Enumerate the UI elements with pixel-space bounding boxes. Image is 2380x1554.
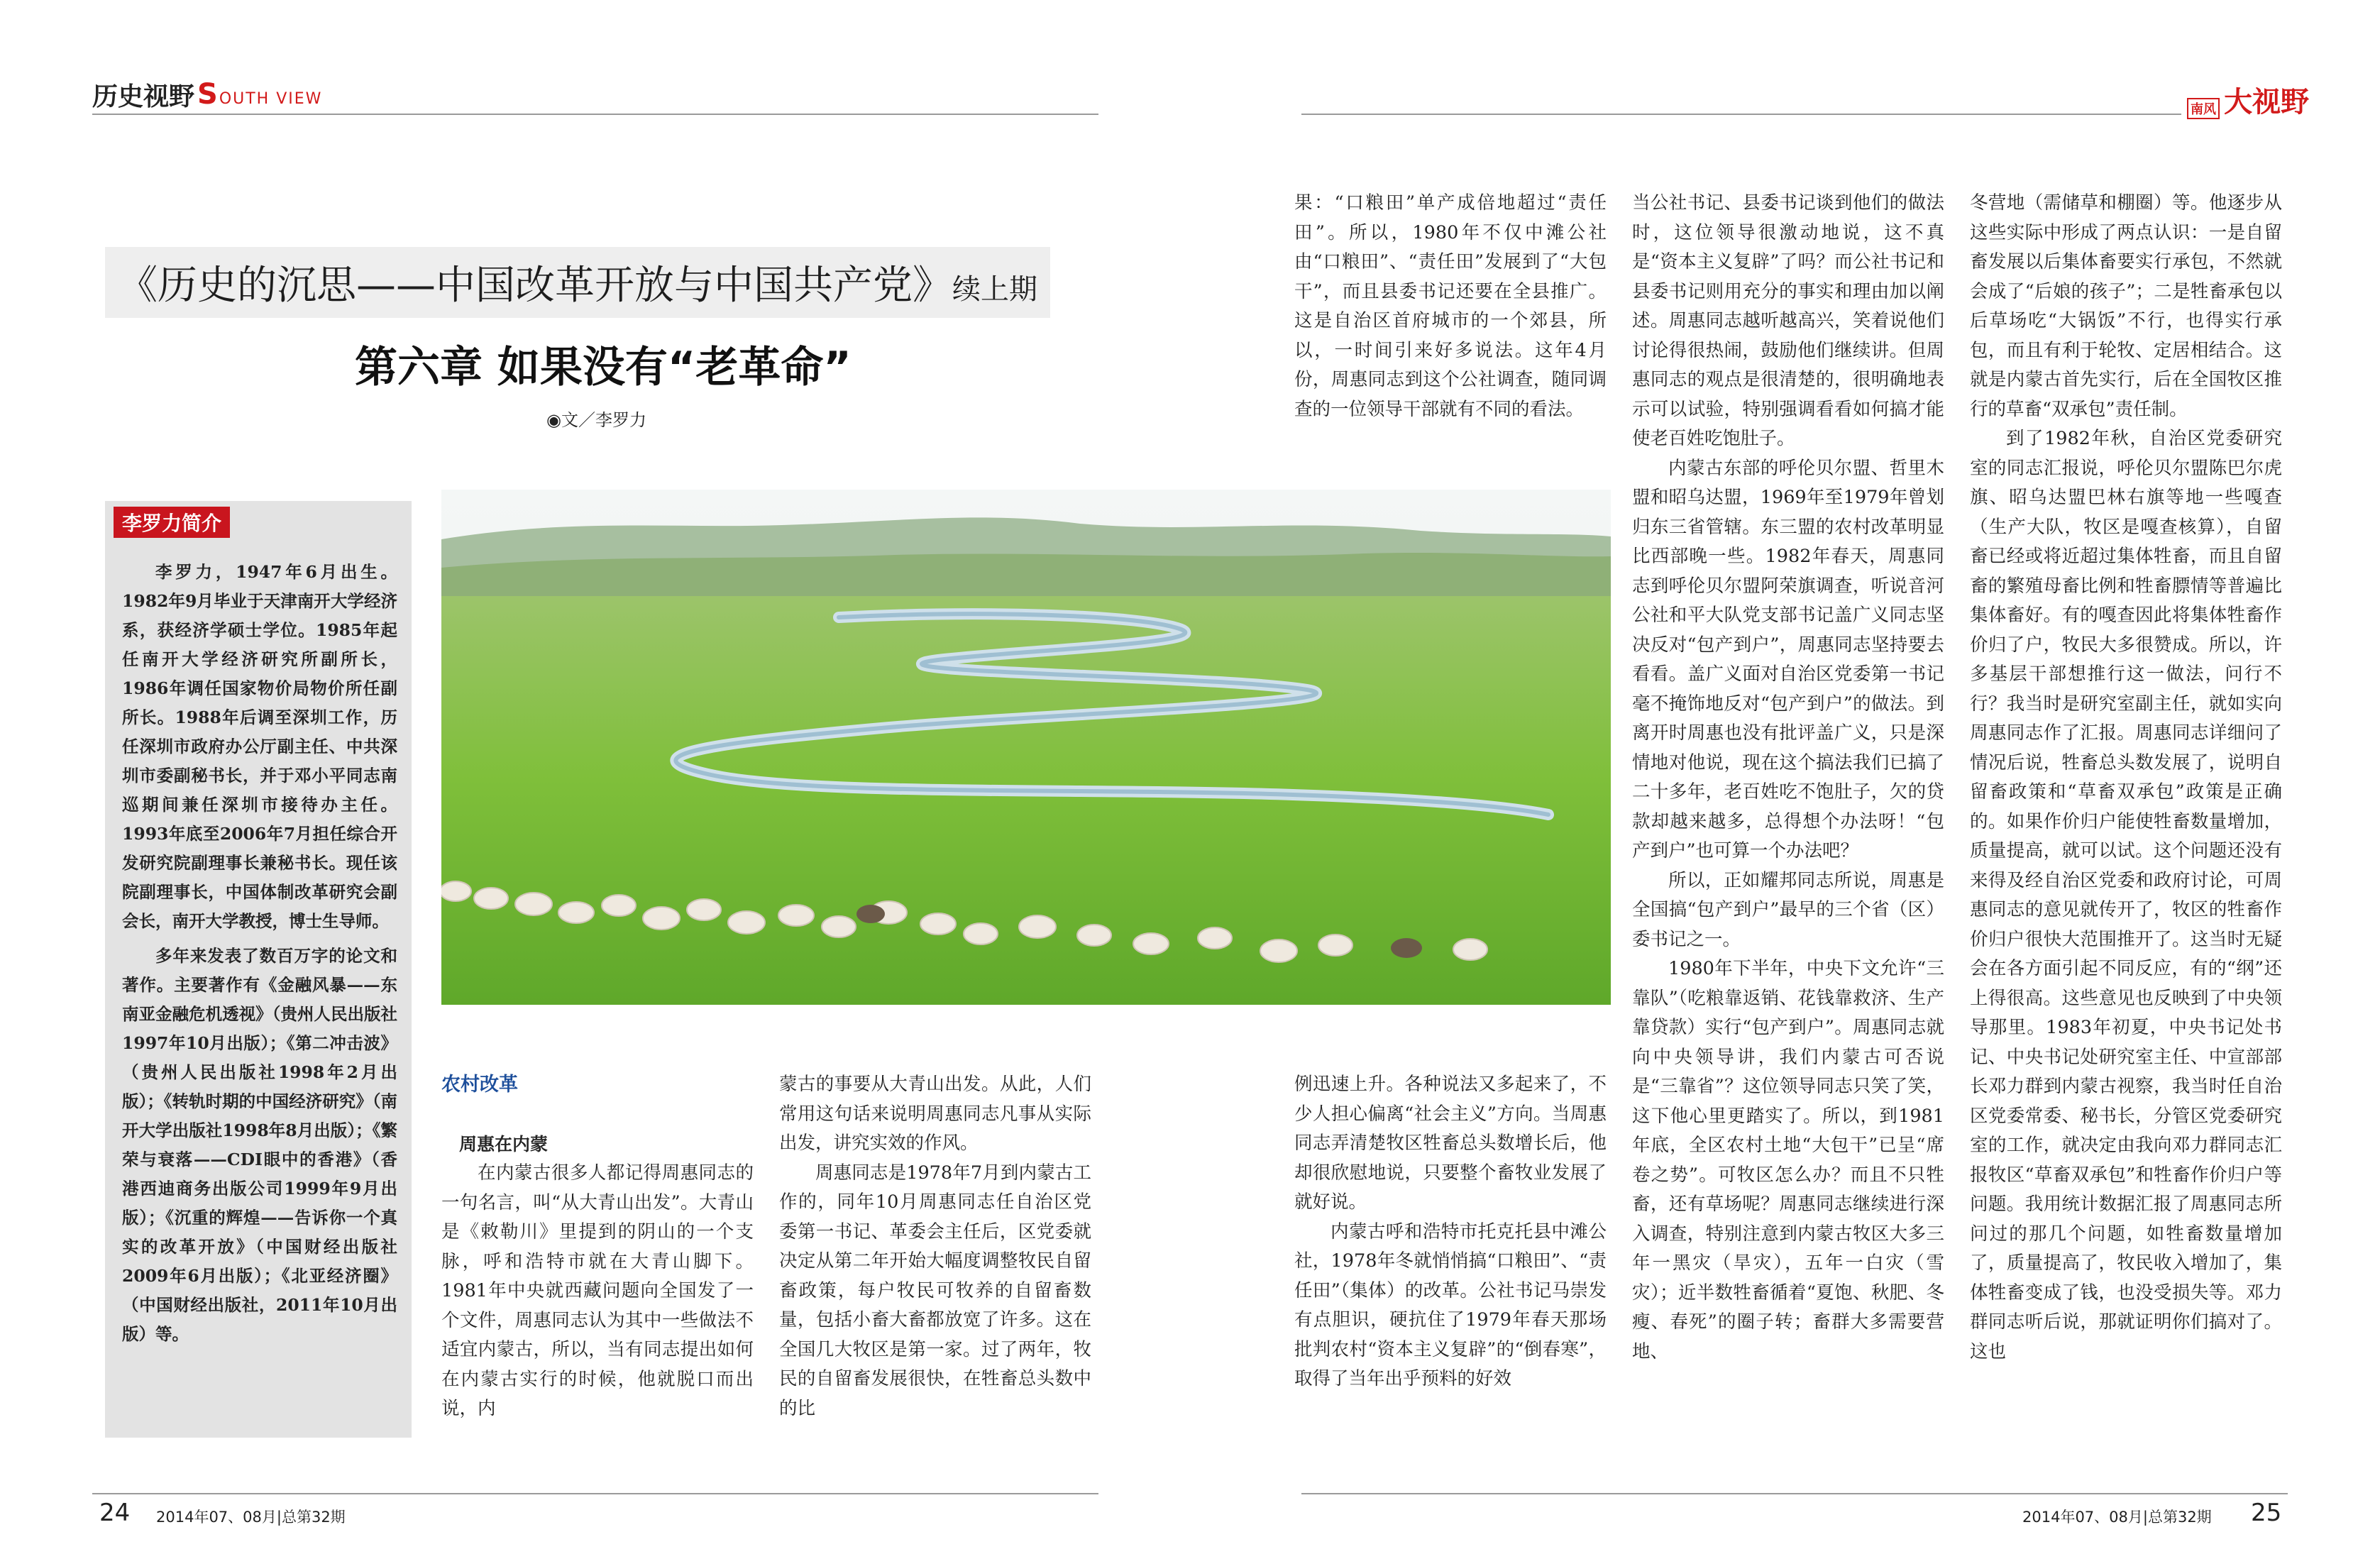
byline-icon: ◉ bbox=[546, 410, 561, 430]
grassland-photo bbox=[441, 490, 1611, 1005]
series-title-main: 《历史的沉思——中国改革开放与中国共产党》 bbox=[118, 263, 952, 309]
right-page-number: 25 bbox=[2251, 1499, 2282, 1527]
series-title bbox=[105, 247, 1050, 318]
left-page-number: 24 bbox=[99, 1499, 131, 1527]
body-paragraph: 蒙古的事要从大青山出发。从此，人们常用这句话来说明周惠同志凡事从实际出发，讲究实效的作风。 bbox=[779, 1074, 1091, 1154]
right-header-title: 大视野 bbox=[2224, 86, 2309, 119]
body-paragraph: 所以，正如耀邦同志所说，周惠是全国搞“包产到户”最早的三个省（区）委书记之一。 bbox=[1632, 869, 1944, 950]
author-bio-text bbox=[122, 558, 397, 1349]
body-paragraph: 内蒙古呼和浩特市托克托县中滩公社，1978年冬就悄悄搞“口粮田”、“责任田”（集体）的改革。公社书记马崇发有点胆识，硬抗住了1979年春天那场批判农村“资本主义复辟”的“倒春寒”，取得了当年出乎预料的好效 bbox=[1294, 1220, 1607, 1389]
body-column-4 bbox=[1632, 189, 1944, 1367]
left-header-rule bbox=[92, 114, 1098, 115]
body-paragraph: 内蒙古东部的呼伦贝尔盟、哲里木盟和昭乌达盟，1969年至1979年曾划归东三省管辖。东三盟的农村改革明显比西部晚一些。1982年春天，周惠同志到呼伦贝尔盟阿荣旗调查，听说音河公社和平大队党支部书记盖广义同志坚决反对“包产到户”，周惠同志坚持要去看看。盖广义面对自治区党委第一书记毫不掩饰地反对“包产到户”的做法。到离开时周惠也没有批评盖广义，只是深情地对他说，现在这个搞法我们已搞了二十多年，老百姓吃不饱肚子，欠的贷款却越来越多，总得想个办法呀！“包产到户”也可算一个办法吧？ bbox=[1632, 457, 1944, 861]
body-paragraph: 在内蒙古很多人都记得周惠同志的一句名言，叫“从大青山出发”。大青山是《敕勒川》里提到的阴山的一个支脉，呼和浩特市就在大青山脚下。1981年中央就西藏问题向全国发了一个文件，周惠同志认为其中一些做法不适宜内蒙古，所以，当有同志提出如何在内蒙古实行的时候，他就脱口而出说，内 bbox=[441, 1162, 754, 1419]
body-paragraph: 到了1982年秋，自治区党委研究室的同志汇报说，呼伦贝尔盟陈巴尔虎旗、昭乌达盟巴林右旗等地一些嘎查（生产大队，牧区是嘎查核算），自留畜已经或将近超过集体牲畜，而且自留畜的繁殖母畜比例和牲畜膘情等普遍比集体畜好。有的嘎查因此将集体牲畜作价归了户，牧民大多很赞成。所以，许多基层干部想推行这一做法，问行不行？我当时是研究室副主任，就如实向周惠同志作了汇报。周惠同志详细问了情况后说，牲畜总头数发展了，说明自留畜政策和“草畜双承包”政策是正确的。如果作价归户能使牲畜数量增加，质量提高，就可以试。这个问题还没有来得及经自治区党委和政府讨论，可周惠同志的意见就传开了，牧区的牲畜作价归户很快大范围推开了。这当时无疑会在各方面引起不同反应，有的“纲”还上得很高。这些意见也反映到了中央领导那里。1983年初夏，中央书记处书记、中央书记处研究室主任、中宣部部长邓力群到内蒙古视察，我当时任自治区党委常委、秘书长，分管区党委研究室的工作，就决定由我向邓力群同志汇报牧区“草畜双承包”和牲畜作价归户等问题。我用统计数据汇报了周惠同志所问过的那几个问题，如牲畜数量增加了，质量提高了，牧民收入增加了，集体牲畜变成了钱，也没受损失等。邓力群同志听后说，那就证明你们搞对了。这也 bbox=[1970, 428, 2282, 1362]
author-bio-heading: 李罗力简介 bbox=[114, 507, 230, 538]
bio-paragraph: 李罗力，1947年6月出生。1982年9月毕业于天津南开大学经济系，获经济学硕士学位。1985年起任南开大学经济研究所副所长，1986年调任国家物价局物价所任副所长。1988年后调至深圳工作，历任深圳市政府办公厅副主任、中共深圳市委副秘书长，并于邓小平同志南巡期间兼任深圳市接待办主任。1993年底至2006年7月担任综合开发研究院副理事长兼秘书长。现任该院副理事长，中国体制改革研究会副会长，南开大学教授，博士生导师。 bbox=[122, 562, 397, 931]
byline bbox=[546, 406, 646, 431]
section-title: 农村改革 bbox=[441, 1074, 518, 1096]
body-paragraph: 1980年下半年，中央下文允许“三靠队”（吃粮靠返销、花钱靠救济、生产靠贷款）实行“包产到户”。周惠同志就向中央领导讲，我们内蒙古可否说是“三靠省”？这位领导同志只笑了笑，这下他心里更踏实了。所以，到1981年底，全区农村土地“大包干”已呈“席卷之势”。可牧区怎么办？而且不只牲畜，还有草场呢？周惠同志继续进行深入调查，特别注意到内蒙古牧区大多三年一黑灾（旱灾），五年一白灾（雪灾）；近半数牲畜循着“夏饱、秋肥、冬瘦、春死”的圈子转；畜群大多需要营地、 bbox=[1632, 958, 1944, 1362]
left-footer-rule bbox=[92, 1493, 1098, 1494]
right-footer-issue: 2014年07、08月|总第32期 bbox=[2022, 1509, 2212, 1526]
body-column-3-top bbox=[1294, 189, 1607, 424]
body-column-3-bottom bbox=[1294, 1070, 1607, 1394]
byline-text: 文／李罗力 bbox=[561, 410, 646, 430]
body-paragraph: 冬营地（需储草和棚圈）等。他逐步从这些实际中形成了两点认识：一是自留畜发展以后集体畜要实行承包，不然就会成了“后娘的孩子”；二是牲畜承包以后草场吃“大锅饭”不行，也得实行承包，而且有利于轮牧、定居相结合。这就是内蒙古首先实行，后在全国牧区推行的草畜“双承包”责任制。 bbox=[1970, 192, 2282, 420]
body-paragraph: 果：“口粮田”单产成倍地超过“责任田”。所以，1980年不仅中滩公社由“口粮田”、“责任田”发展到了“大包干”，而且县委书记还要在全县推广。这是自治区首府城市的一个郊县，所以，一时间引来好多说法。这年4月份，周惠同志到这个公社调查，随同调查的一位领导干部就有不同的看法。 bbox=[1294, 192, 1607, 420]
right-header-brand bbox=[2187, 79, 2309, 120]
series-title-suffix: 续上期 bbox=[952, 273, 1037, 306]
chapter-title: 第六章 如果没有“老革命” bbox=[355, 343, 852, 392]
body-column-5 bbox=[1970, 189, 2282, 1367]
right-header-rule bbox=[1301, 114, 2181, 115]
left-header-en-initial: S bbox=[197, 78, 219, 111]
body-column-2 bbox=[779, 1070, 1091, 1423]
brand-logo: 南风 bbox=[2187, 98, 2220, 119]
author-bio-box bbox=[105, 501, 412, 1438]
left-footer-issue: 2014年07、08月|总第32期 bbox=[156, 1509, 346, 1526]
body-paragraph: 周惠同志是1978年7月到内蒙古工作的，同年10月周惠同志任自治区党委第一书记、革委会主任后，区党委就决定从第二年开始大幅度调整牧民自留畜政策，每户牧民可牧养的自留畜数量，包括小畜大畜都放宽了许多。这在全国几大牧区是第一家。过了两年，牧民的自留畜发展很快，在牲畜总头数中的比 bbox=[779, 1162, 1091, 1419]
left-header-title: 历史视野 bbox=[92, 82, 195, 111]
left-header-en-rest: OUTH VIEW bbox=[219, 90, 323, 108]
left-header-en bbox=[197, 78, 322, 111]
body-paragraph: 例迅速上升。各种说法又多起来了，不少人担心偏离“社会主义”方向。当周惠同志弄清楚牧区牲畜总头数增长后，他却很欣慰地说，只要整个畜牧业发展了就好说。 bbox=[1294, 1074, 1607, 1213]
subsection-title: 周惠在内蒙 bbox=[459, 1133, 549, 1155]
right-footer-rule bbox=[1301, 1493, 2288, 1494]
body-paragraph: 当公社书记、县委书记谈到他们的做法时，这位领导很激动地说，这不真是“资本主义复辟”了吗？而公社书记和县委书记则用充分的事实和理由加以阐述。周惠同志越听越高兴，笑着说他们讨论得很热闹，鼓励他们继续讲。但周惠同志的观点是很清楚的，很明确地表示可以试验，特别强调看看如何搞才能使老百姓吃饱肚子。 bbox=[1632, 192, 1944, 449]
body-column-1 bbox=[441, 1070, 754, 1424]
bio-paragraph: 多年来发表了数百万字的论文和著作。主要著作有《金融风暴——东南亚金融危机透视》（贵州人民出版社1997年10月出版）；《第二冲击波》（贵州人民出版社1998年2月出版）；《转轨时期的中国经济研究》（南开大学出版社1998年8月出版）；《繁荣与衰落——CDI眼中的香港》（香港西迪商务出版公司1999年9月出版）；《沉重的辉煌——告诉你一个真实的改革开放》（中国财经出版社2009年6月出版）；《北亚经济圈》（中国财经出版社，2011年10月出版）等。 bbox=[122, 946, 397, 1344]
